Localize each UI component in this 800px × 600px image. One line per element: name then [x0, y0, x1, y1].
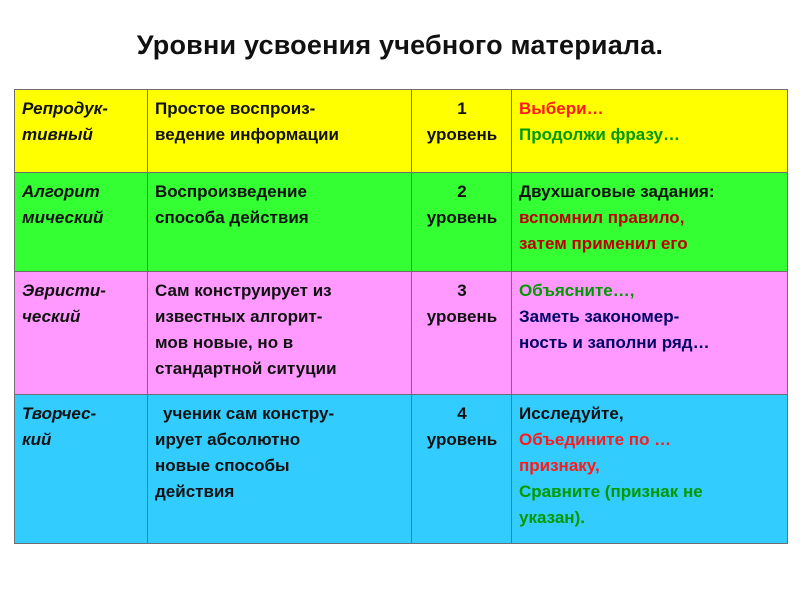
table-row-level-1 [15, 90, 788, 173]
level-name-line: мический [22, 208, 104, 227]
level-description-cell [148, 272, 412, 395]
table-row-level-3 [15, 272, 788, 395]
description-line: ирует абсолютно [155, 430, 301, 449]
task-line: затем применил его [519, 234, 688, 253]
task-line: Продолжи фразу… [519, 125, 680, 144]
level-name-cell [15, 173, 148, 272]
level-word: уровень [426, 125, 498, 144]
description-line: ученик сам констру- [163, 404, 335, 423]
description-line: Простое воспроиз- [155, 99, 316, 118]
task-line: вспомнил правило, [519, 208, 685, 227]
description-line: Воспроизведение [155, 182, 307, 201]
description-line: стандартной ситуции [155, 359, 337, 378]
description-line: Сам конструирует из [155, 281, 332, 300]
task-line: Объедините по … [519, 430, 672, 449]
level-name-line: Эвристи- [22, 281, 106, 300]
level-name-line: Алгорит [22, 182, 100, 201]
level-name-cell [15, 395, 148, 544]
task-line: Выбери… [519, 99, 604, 118]
level-name-line: кий [22, 430, 52, 449]
level-number-cell [412, 90, 512, 173]
task-line: Исследуйте, [519, 404, 624, 423]
level-description-cell [148, 395, 412, 544]
table-row-level-4 [15, 395, 788, 544]
tasks-cell [512, 173, 788, 272]
table-row-level-2 [15, 173, 788, 272]
description-line: способа действия [155, 208, 309, 227]
task-line: Двухшаговые задания: [519, 182, 715, 201]
level-number: 4 [457, 404, 467, 423]
level-number-cell [412, 395, 512, 544]
task-line: указан). [519, 508, 585, 527]
description-line: ведение информации [155, 125, 339, 144]
level-name-line: ческий [22, 307, 81, 326]
task-line: признаку, [519, 456, 600, 475]
description-line: новые способы [155, 456, 290, 475]
level-number: 3 [457, 281, 467, 300]
level-name-line: Творчес- [22, 404, 97, 423]
level-number: 1 [457, 99, 467, 118]
description-line: действия [155, 482, 235, 501]
level-name-line: Репродук- [22, 99, 108, 118]
level-description-cell [148, 90, 412, 173]
levels-table [14, 89, 788, 544]
page-title: Уровни усвоения учебного материала. [136, 30, 664, 60]
task-line: Заметь закономер- [519, 307, 680, 326]
description-line: мов новые, но в [155, 333, 294, 352]
level-number-cell [412, 173, 512, 272]
level-description-cell [148, 173, 412, 272]
level-name-cell [15, 90, 148, 173]
tasks-cell [512, 272, 788, 395]
level-number-cell [412, 272, 512, 395]
tasks-cell [512, 90, 788, 173]
tasks-cell [512, 395, 788, 544]
level-name-line: тивный [22, 125, 93, 144]
description-line: известных алгорит- [155, 307, 323, 326]
task-line: Объясните…, [519, 281, 635, 300]
level-word: уровень [426, 208, 498, 227]
task-line: ность и заполни ряд… [519, 333, 710, 352]
level-number: 2 [457, 182, 467, 201]
task-line: Сравните (признак не [519, 482, 703, 501]
level-word: уровень [426, 307, 498, 326]
level-name-cell [15, 272, 148, 395]
level-word: уровень [426, 430, 498, 449]
